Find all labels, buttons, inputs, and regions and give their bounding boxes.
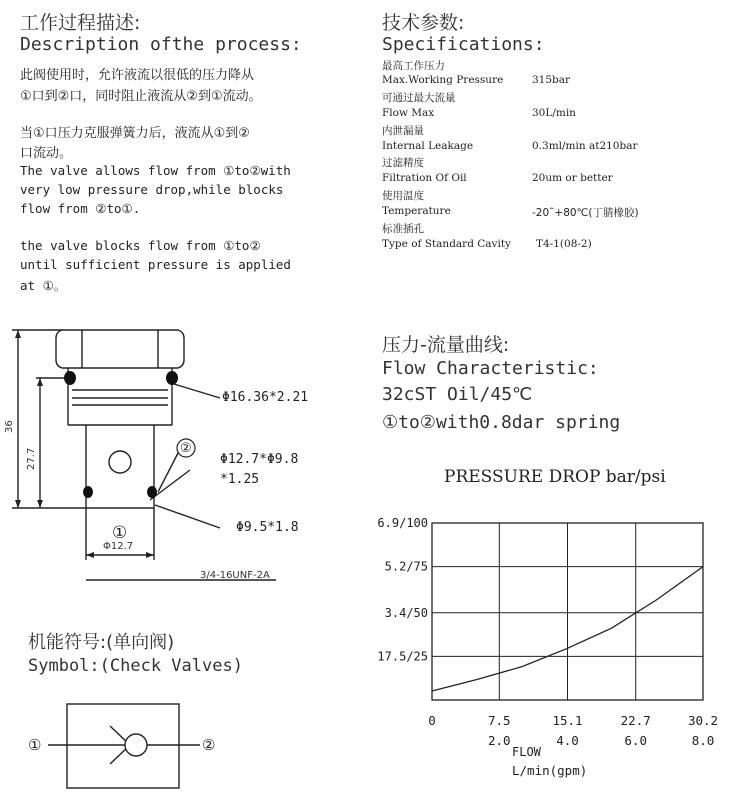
spec-row-1-cn: 可通过最大流量 [382, 92, 456, 104]
chart-title: PRESSURE DROP bar/psi [444, 467, 666, 487]
chart-x-tick-label: 30.2 [687, 713, 719, 728]
chart-x-tick-label: 0 [428, 713, 436, 728]
spec-row-1-en: Flow Max [382, 107, 435, 119]
chart-y-tick-label: 3.4/50 [384, 605, 428, 620]
description-para4-line2: until sufficient pressure is applied [20, 257, 291, 272]
description-para1-line1: 此阀使用时，允许液流以很低的压力降从 [20, 68, 255, 83]
chart-xlabel-line1: FLOW [512, 745, 541, 759]
description-para3-line1: The valve allows flow from ①to②with [20, 163, 291, 178]
flowchar-spring: ①to②with0.8dar spring [382, 412, 621, 433]
chart-x-tick-label-gpm: 6.0 [624, 733, 647, 748]
dim-27-7-label: 27.7 [26, 447, 37, 470]
symbol-title-en: Symbol:(Check Valves) [28, 656, 243, 676]
flowchar-title-en: Flow Characteristic: [382, 358, 599, 379]
symbol-title-cn: 机能符号:(单向阀) [28, 632, 175, 653]
spec-row-5-en: Type of Standard Cavity [382, 238, 511, 250]
chart-x-tick-label-gpm: 8.0 [691, 733, 715, 748]
symbol-port-left: ① [28, 736, 42, 754]
description-para2-line1: 当①口压力克服弹簧力后，液流从①到② [20, 126, 250, 141]
spec-title-en: Specifications: [382, 34, 545, 55]
spec-row-3-value: 20um or better [532, 172, 613, 184]
description-title-en: Description ofthe process: [20, 34, 302, 55]
spec-row-2-value: 0.3ml/min at210bar [532, 140, 638, 152]
dia-12-7-label: Φ12.7 [103, 541, 134, 552]
spec-row-5-cn: 标准插孔 [382, 223, 424, 235]
port-2-label: ② [180, 441, 192, 456]
spec-row-2-en: Internal Leakage [382, 140, 474, 152]
oring-top-label: Φ16.36*2.21 [222, 390, 309, 405]
chart-x-tick-label-gpm: 2.0 [488, 733, 511, 748]
spec-row-1-value: 30L/min [532, 107, 576, 119]
flowchar-title-cn: 压力-流量曲线: [382, 334, 510, 356]
spec-row-4-cn: 使用温度 [382, 190, 424, 202]
description-para4-line3: at ①。 [20, 278, 67, 293]
flowchar-oil: 32cST Oil/45℃ [382, 384, 533, 405]
chart-y-tick-label: 6.9/100 [377, 516, 428, 530]
thread-label: 3/4-16UNF-2A [200, 570, 270, 581]
oring-bottom-label: Φ9.5*1.8 [236, 520, 299, 535]
dim-36-label: 36 [4, 420, 15, 433]
description-para3-line2: very low pressure drop,while blocks [20, 182, 284, 197]
chart-y-tick-label: 5.2/75 [384, 559, 428, 574]
spec-title-cn: 技术参数: [382, 12, 465, 34]
chart-xlabel-line2: L/min(gpm) [512, 763, 588, 778]
oring-mid-label-line2: *1.25 [220, 472, 260, 487]
symbol-port-right: ② [202, 736, 216, 754]
spec-row-3-cn: 过滤精度 [382, 157, 424, 169]
chart-x-tick-label: 15.1 [552, 713, 583, 728]
port-1-label: ① [112, 523, 128, 543]
spec-row-2-cn: 内泄漏量 [382, 125, 424, 137]
spec-row-0-cn: 最高工作压力 [382, 60, 445, 72]
spec-row-3-en: Filtration Of Oil [382, 172, 467, 184]
spec-row-4-value: -20˜+80℃(丁腈橡胶) [532, 207, 639, 219]
chart-y-tick-label: 17.5/25 [377, 649, 428, 664]
chart-x-tick-label: 22.7 [620, 713, 651, 728]
oring-mid-label-line1: Φ12.7*Φ9.8 [220, 452, 299, 467]
description-title-cn: 工作过程描述: [20, 12, 141, 34]
chart-x-tick-label-gpm: 4.0 [556, 733, 579, 748]
spec-row-4-en: Temperature [382, 205, 451, 217]
spec-row-0-value: 315bar [532, 74, 571, 86]
spec-row-0-en: Max.Working Pressure [382, 74, 504, 86]
chart-x-tick-label: 7.5 [488, 713, 511, 728]
spec-row-5-value: T4-1(08-2) [536, 238, 592, 250]
description-para4-line1: the valve blocks flow from ①to② [20, 238, 261, 253]
description-para3-line3: flow from ②to①. [20, 201, 141, 216]
description-para1-line2: ①口到②口，同时阻止液流从②到①流动。 [20, 89, 262, 104]
description-para2-line2: 口流动。 [20, 146, 73, 161]
